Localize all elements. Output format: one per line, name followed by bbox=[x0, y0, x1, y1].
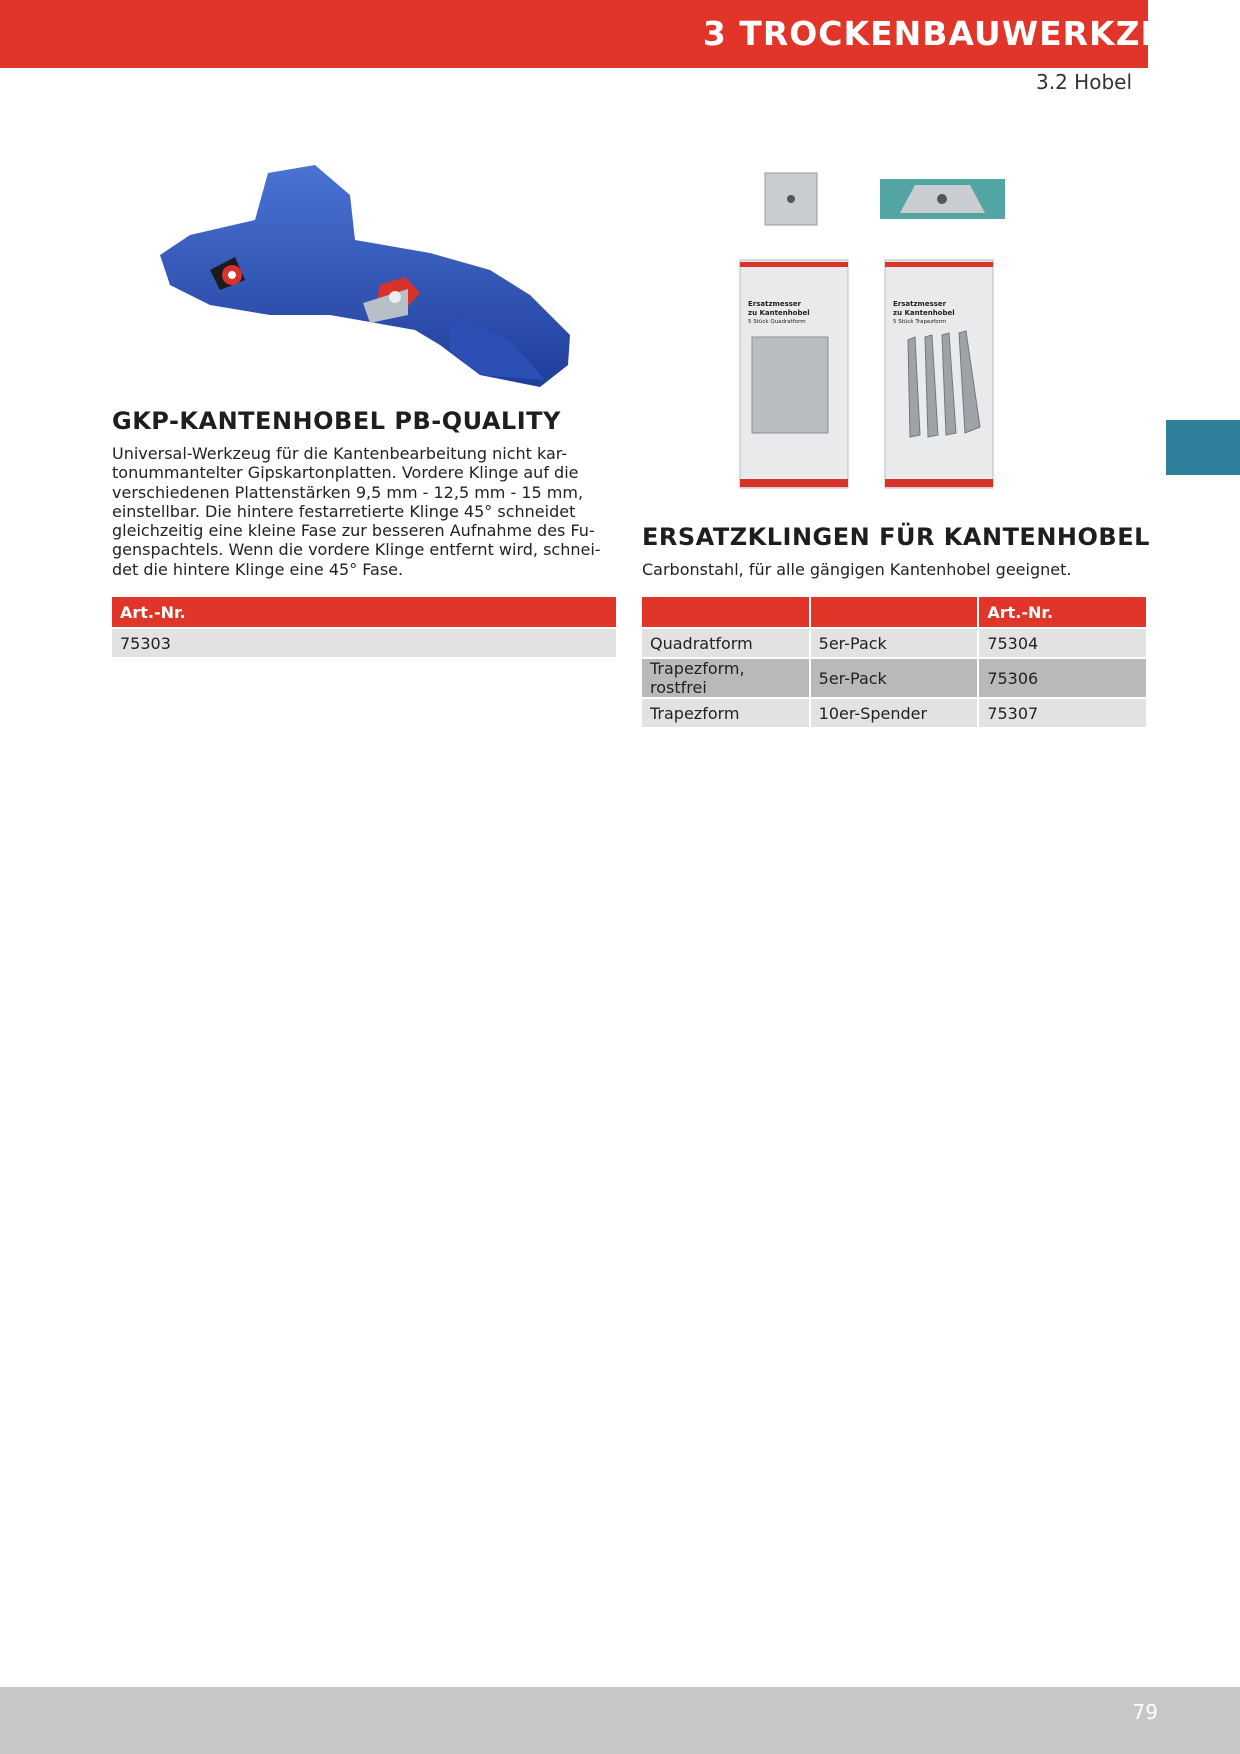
package-left-line2: zu Kantenhobel bbox=[748, 309, 810, 317]
shape-cell: Trapezform, rostfrei bbox=[642, 659, 809, 697]
table-header-article-number: Art.-Nr. bbox=[979, 597, 1146, 627]
package-right-line2: zu Kantenhobel bbox=[893, 309, 955, 317]
product-description-blades: Carbonstahl, für alle gängigen Kantenhobel geeignet. bbox=[642, 560, 1072, 579]
shape-cell: Trapezform bbox=[642, 699, 809, 727]
package-right-line3: 5 Stück Trapezform bbox=[893, 319, 947, 325]
table-header-empty-1 bbox=[642, 597, 809, 627]
package-left-line3: 5 Stück Quadratform bbox=[748, 319, 806, 325]
chapter-side-tab[interactable] bbox=[1166, 420, 1240, 475]
table-row bbox=[112, 629, 616, 657]
table-row bbox=[642, 699, 1146, 727]
chapter-title: 3 TROCKENBAUWERKZEUG bbox=[702, 14, 1220, 53]
article-number-cell: 75307 bbox=[979, 699, 1146, 727]
pack-cell: 5er-Pack bbox=[811, 629, 978, 657]
article-number-cell: 75304 bbox=[979, 629, 1146, 657]
article-table-planer bbox=[110, 595, 618, 659]
table-row bbox=[642, 629, 1146, 657]
footer-bar bbox=[0, 1687, 1240, 1754]
article-table-blades bbox=[640, 595, 1148, 729]
package-right-line1: Ersatzmesser bbox=[893, 300, 947, 308]
table-header-empty-2 bbox=[811, 597, 978, 627]
page-number: 79 bbox=[1132, 1700, 1158, 1724]
product-description-planer: Universal-Werkzeug für die Kantenbearbeitung nicht kar- tonummantelter Gipskartonplatten. Vordere Klinge auf die verschiedenen Plattenstärken 9,5 mm - 12,5 mm - 15 mm, einstellbar. Die hintere festarretierte Klinge 45° schneidet gleichzeitig eine kleine Fase zur besseren Aufnahme des Fu- genspachtels. Wenn die vordere Klinge entfernt wird, schnei- det die hintere Klinge eine 45° Fase. bbox=[112, 444, 601, 579]
article-number-cell: 75306 bbox=[979, 659, 1146, 697]
product-title-planer: GKP-KANTENHOBEL PB-QUALITY bbox=[112, 407, 561, 435]
pack-cell: 10er-Spender bbox=[811, 699, 978, 727]
table-header-article-number: Art.-Nr. bbox=[112, 597, 616, 627]
pack-cell: 5er-Pack bbox=[811, 659, 978, 697]
article-number-cell: 75303 bbox=[112, 629, 616, 657]
section-subtitle: 3.2 Hobel bbox=[1036, 70, 1132, 94]
product-title-blades: ERSATZKLINGEN FÜR KANTENHOBEL bbox=[642, 523, 1150, 551]
package-left-line1: Ersatzmesser bbox=[748, 300, 802, 308]
replacement-blades-image bbox=[730, 165, 1015, 490]
edge-planer-image bbox=[150, 165, 580, 395]
shape-cell: Quadratform bbox=[642, 629, 809, 657]
table-row bbox=[642, 659, 1146, 697]
